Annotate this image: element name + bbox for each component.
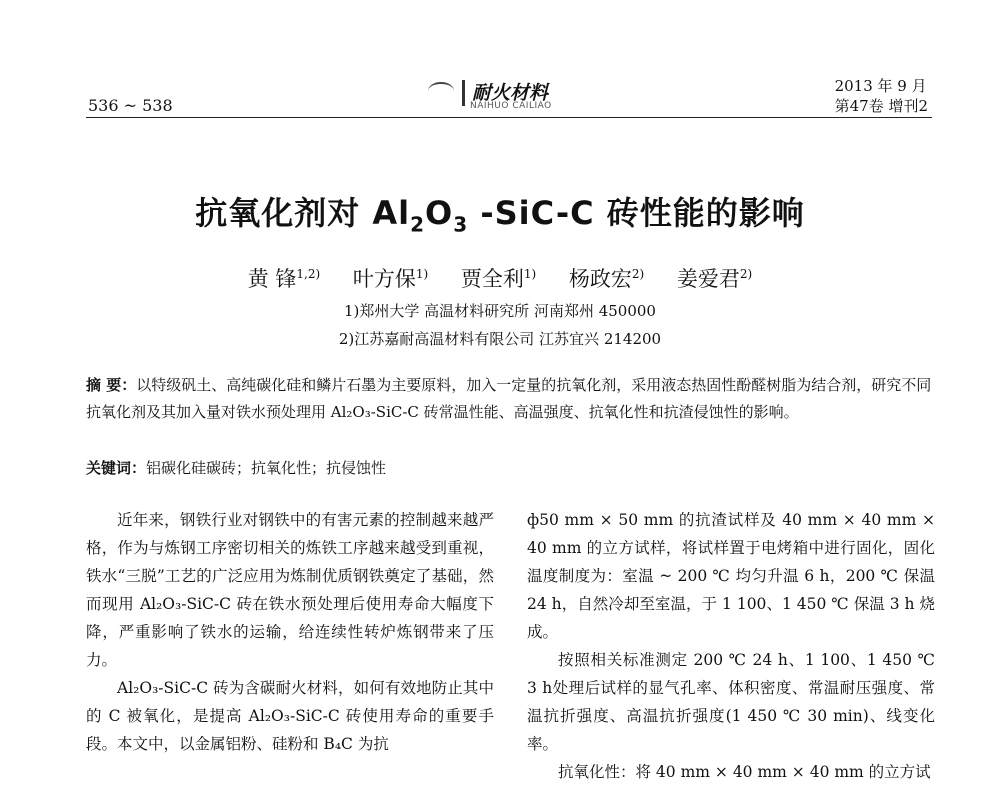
body-column-right (527, 506, 935, 786)
title-part: -SiC-C 砖性能的影响 (468, 194, 805, 232)
journal-logo-bar (462, 80, 465, 106)
paper-title (0, 188, 1000, 236)
author: 黄 锋$^{1,2)}$ (247, 267, 321, 291)
affiliation-2: 2)江苏嘉耐高温材料有限公司 江苏宜兴 214200 (338, 330, 662, 348)
body-paragraph: Al₂O₃-SiC-C 砖为含碳耐火材料，如何有效地防止其中的 C 被氧化，是提高 Al₂O₃-SiC-C 砖使用寿命的重要手段。本文中，以金属铝粉、硅粉和 B₄C 为抗 (86, 679, 494, 753)
abstract-text: 以特级矾土、高纯碳化硅和鳞片石墨为主要原料，加入一定量的抗氧化剂，采用液态热固性酚醛树脂为结合剂，研究不同抗氧化剂及其加入量对铁水预处理用 Al₂O₃-SiC-C 砖常温性能、高温强度、抗氧化性和抗渣侵蚀性的影响。 (86, 376, 932, 421)
issue-info (835, 76, 928, 116)
author: 贾全利$^{1)}$ (460, 267, 537, 291)
body-column-left (86, 506, 494, 758)
author: 姜爱君$^{2)}$ (676, 267, 753, 291)
journal-pinyin: NAIHUO CAILIAO (470, 101, 552, 111)
title-subscript: 2 (410, 212, 426, 237)
keywords-text: 铝碳化硅碳砖；抗氧化性；抗侵蚀性 (146, 459, 387, 477)
title-part: O (425, 194, 454, 232)
issue-volume: 第47卷 增刊2 (834, 97, 928, 115)
abstract-label: 摘 要： (86, 376, 137, 394)
author: 叶方保$^{1)}$ (352, 267, 429, 291)
author-list (0, 263, 1000, 293)
body-paragraph: 按照相关标准测定 200 ℃ 24 h、1 100、1 450 ℃ 3 h处理后试样的显气孔率、体积密度、常温耐压强度、常温抗折强度、高温抗折强度(1 450 ℃ 30 min)、线变化率。 (527, 651, 935, 753)
body-paragraph: ф50 mm × 50 mm 的抗渣试样及 40 mm × 40 mm × 40 mm 的立方试样，将试样置于电烤箱中进行固化，固化温度制度为：室温 ~ 200 ℃ 均匀升温 6 h，200 ℃ 保温 24 h，自然冷却至室温，于 1 100、1 450 ℃ 保温 3 h 烧成。 (527, 511, 935, 641)
header-rule (86, 117, 932, 118)
keywords-label: 关键词： (86, 459, 147, 477)
issue-date: 2013 年 9 月 (834, 77, 927, 95)
keywords (86, 457, 934, 478)
journal-logo-mark (428, 82, 454, 100)
author: 杨政宏$^{2)}$ (568, 267, 645, 291)
body-paragraph: 抗氧化性：将 40 mm × 40 mm × 40 mm 的立方试 (558, 763, 931, 781)
abstract (86, 372, 934, 426)
title-part: 抗氧化剂对 Al (195, 194, 411, 232)
affiliation-1: 1)郑州大学 高温材料研究所 河南郑州 450000 (344, 302, 656, 320)
journal-name: 耐火材料 (472, 82, 549, 104)
body-paragraph: 近年来，钢铁行业对钢铁中的有害元素的控制越来越严格，作为与炼钢工序密切相关的炼铁工序越来越受到重视，铁水“三脱”工艺的广泛应用为炼制优质钢铁奠定了基础，然而现用 Al₂O₃-SiC-C 砖在铁水预处理后使用寿命大幅度下降，严重影响了铁水的运输，给连续性转炉炼钢带来了压力。 (86, 511, 494, 669)
title-subscript: 3 (453, 212, 469, 237)
page-range: 536 ~ 538 (88, 96, 173, 115)
